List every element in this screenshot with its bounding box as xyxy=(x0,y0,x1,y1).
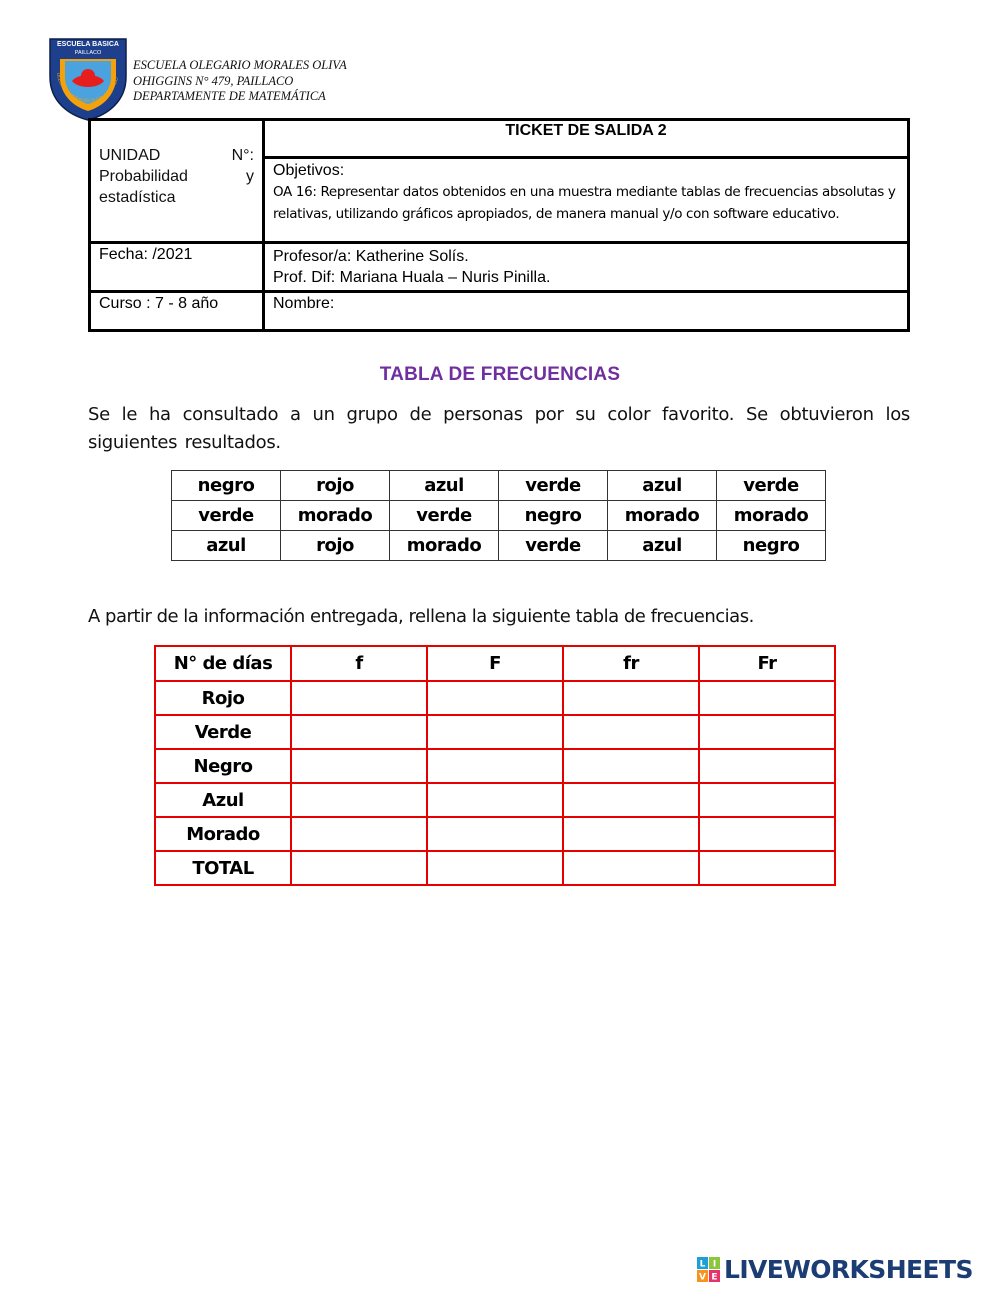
answer-cell[interactable] xyxy=(427,681,563,715)
school-name: ESCUELA OLEGARIO MORALES OLIVA xyxy=(133,58,347,72)
row-label-morado: Morado xyxy=(155,817,291,851)
answer-cell[interactable] xyxy=(291,817,427,851)
results-cell: azul xyxy=(172,531,281,561)
unidad-subject-part1: Probabilidad xyxy=(99,168,188,185)
objetivos-text: OA 16: Representar datos obtenidos en una muestra mediante tablas de frecuencias absolutas y relativas, utilizando gráficos apropiados, de manera manual y/o con software educativo. xyxy=(273,184,896,222)
answer-cell[interactable] xyxy=(699,783,835,817)
intro-paragraph: Se le ha consultado a un grupo de personas por su color favorito. Se obtuvieron los siguientes resultados. xyxy=(88,404,910,453)
school-header xyxy=(133,58,347,105)
logo-sub-text: PAILLACO xyxy=(74,50,102,56)
results-cell: morado xyxy=(608,501,717,531)
answer-cell[interactable] xyxy=(563,715,699,749)
answer-cell[interactable] xyxy=(563,783,699,817)
results-cell: verde xyxy=(499,531,608,561)
answer-cell[interactable] xyxy=(427,783,563,817)
header-fr: fr xyxy=(563,646,699,681)
results-cell: azul xyxy=(608,471,717,501)
logo-ring-text: OLEGARIO MORALES OLIVA - PAILLACO xyxy=(56,72,120,104)
results-cell: negro xyxy=(172,471,281,501)
table-row xyxy=(155,715,835,749)
nombre-cell: Nombre: xyxy=(264,292,909,331)
profesor-cell xyxy=(264,243,909,292)
row-label-verde: Verde xyxy=(155,715,291,749)
results-table xyxy=(171,470,826,561)
school-address: OHIGGINS N° 479, PAILLACO xyxy=(133,73,294,88)
row-label-total: TOTAL xyxy=(155,851,291,885)
results-cell: negro xyxy=(499,501,608,531)
logo-top-text: ESCUELA BASICA xyxy=(57,41,119,48)
unidad-label: UNIDAD xyxy=(99,147,161,164)
liveworksheets-wordmark: LIVEWORKSHEETS xyxy=(724,1255,973,1284)
table-row xyxy=(155,681,835,715)
answer-cell[interactable] xyxy=(291,851,427,885)
prof-dif-names: Prof. Dif: Mariana Huala – Nuris Pinilla. xyxy=(273,269,551,286)
frequency-header-row xyxy=(155,646,835,681)
liveworksheets-logo-icon xyxy=(697,1257,721,1283)
table-row xyxy=(155,783,835,817)
curso-cell: Curso : 7 - 8 año xyxy=(90,292,264,331)
results-cell: azul xyxy=(608,531,717,561)
answer-cell[interactable] xyxy=(699,681,835,715)
answer-cell[interactable] xyxy=(427,715,563,749)
results-cell: morado xyxy=(281,501,390,531)
unidad-number-label: N°: xyxy=(231,147,254,164)
answer-cell[interactable] xyxy=(291,783,427,817)
school-logo xyxy=(48,37,128,121)
ticket-title: TICKET DE SALIDA 2 xyxy=(264,120,909,158)
objetivos-cell xyxy=(264,158,909,243)
results-cell: verde xyxy=(717,471,826,501)
worksheet-info-table xyxy=(88,118,910,332)
row-label-negro: Negro xyxy=(155,749,291,783)
logo-letter: V xyxy=(699,1272,706,1282)
header-category: N° de días xyxy=(155,646,291,681)
frequency-table xyxy=(154,645,836,886)
answer-cell[interactable] xyxy=(427,851,563,885)
unidad-subject-part2: y xyxy=(246,168,254,185)
logo-letter-l: L xyxy=(699,1259,706,1269)
logo-letter: I xyxy=(712,1259,717,1269)
answer-cell[interactable] xyxy=(563,681,699,715)
row-label-azul: Azul xyxy=(155,783,291,817)
table-row xyxy=(155,817,835,851)
instruction-text: A partir de la información entregada, rellena la siguiente tabla de frecuencias. xyxy=(88,606,754,627)
table-row xyxy=(172,531,826,561)
results-cell: rojo xyxy=(281,531,390,561)
section-title: TABLA DE FRECUENCIAS xyxy=(379,364,621,385)
answer-cell[interactable] xyxy=(563,851,699,885)
profesor-name: Profesor/a: Katherine Solís. xyxy=(273,248,469,265)
answer-cell[interactable] xyxy=(427,749,563,783)
results-cell: verde xyxy=(172,501,281,531)
school-department: DEPARTAMENTE DE MATEMÁTICA xyxy=(133,89,326,103)
answer-cell[interactable] xyxy=(291,715,427,749)
answer-cell[interactable] xyxy=(699,749,835,783)
results-cell: azul xyxy=(390,471,499,501)
table-row xyxy=(172,471,826,501)
answer-cell[interactable] xyxy=(699,817,835,851)
answer-cell[interactable] xyxy=(291,749,427,783)
unidad-cell xyxy=(90,120,264,243)
results-cell: negro xyxy=(717,531,826,561)
answer-cell[interactable] xyxy=(563,749,699,783)
logo-letter: E xyxy=(711,1272,718,1282)
answer-cell[interactable] xyxy=(699,715,835,749)
table-row xyxy=(155,749,835,783)
answer-cell[interactable] xyxy=(699,851,835,885)
results-cell: verde xyxy=(390,501,499,531)
answer-cell[interactable] xyxy=(427,817,563,851)
answer-cell[interactable] xyxy=(291,681,427,715)
liveworksheets-brand[interactable] xyxy=(697,1255,973,1284)
header-f: f xyxy=(291,646,427,681)
results-cell: morado xyxy=(717,501,826,531)
header-Fr: Fr xyxy=(699,646,835,681)
answer-cell[interactable] xyxy=(563,817,699,851)
row-label-rojo: Rojo xyxy=(155,681,291,715)
results-cell: rojo xyxy=(281,471,390,501)
table-row xyxy=(172,501,826,531)
header-F: F xyxy=(427,646,563,681)
fecha-cell: Fecha: /2021 xyxy=(90,243,264,292)
unidad-subject-part3: estadística xyxy=(99,189,176,206)
objetivos-label: Objetivos: xyxy=(273,162,345,179)
table-row xyxy=(155,851,835,885)
results-cell: morado xyxy=(390,531,499,561)
results-cell: verde xyxy=(499,471,608,501)
